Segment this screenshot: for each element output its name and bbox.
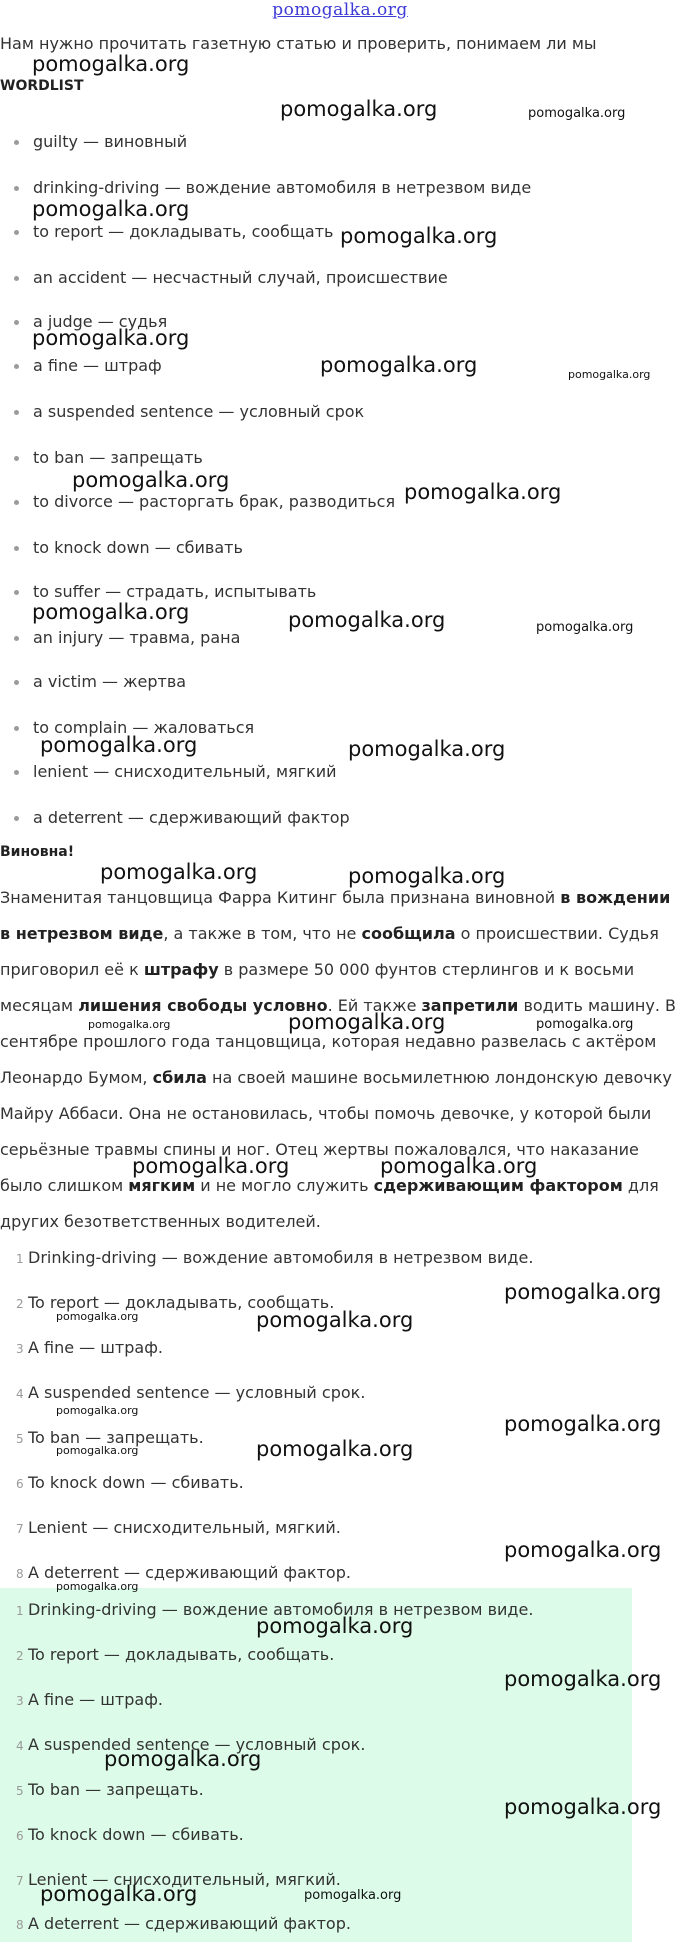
bullet-icon: [14, 140, 19, 145]
watermark-text: pomogalka.org: [304, 1888, 402, 1903]
wordlist-item: [14, 268, 448, 287]
answer-number: 4: [16, 1739, 24, 1753]
wordlist-item: [14, 538, 243, 557]
bullet-icon: [14, 186, 19, 191]
intro-text: Нам нужно прочитать газетную статью и проверить, понимаем ли мы: [0, 34, 597, 53]
bullet-icon: [14, 636, 19, 641]
wordlist-item-text: to suffer — страдать, испытывать: [33, 582, 317, 601]
answer-text: A suspended sentence — условный срок.: [28, 1383, 366, 1402]
wordlist-item-text: an accident — несчастный случай, происшествие: [33, 268, 448, 287]
wordlist-item-text: a fine — штраф: [33, 356, 162, 375]
story-keyword: запретили: [421, 996, 519, 1015]
watermark-text: pomogalka.org: [504, 1538, 662, 1562]
wordlist-item: [14, 356, 162, 375]
story-keyword: сообщила: [361, 924, 456, 943]
answer-text: To knock down — сбивать.: [28, 1473, 244, 1492]
story-keyword: сдерживающим фактором: [373, 1176, 623, 1195]
story-keyword: лишения свободы условно: [78, 996, 328, 1015]
wordlist-item: [14, 402, 364, 421]
answer-text: Drinking-driving — вождение автомобиля в нетрезвом виде.: [28, 1600, 534, 1619]
watermark-text: pomogalka.org: [404, 480, 562, 504]
watermark-text: pomogalka.org: [72, 468, 230, 492]
answer-number: 1: [16, 1252, 24, 1266]
answer-text: To report — докладывать, сообщать.: [28, 1645, 335, 1664]
story-fragment: на своей машине восьмилетнюю лондонскую девочку Майру Аббаси. Она не остановилась, чтобы помочь девочке, у которой были серьёзные травмы спины и ног. Отец жертвы пожаловался, что наказание было слишком: [0, 1068, 672, 1195]
watermark-text: pomogalka.org: [40, 733, 198, 757]
answer-item: [0, 1690, 163, 1709]
bullet-icon: [14, 410, 19, 415]
watermark-text: pomogalka.org: [288, 1010, 446, 1034]
story-fragment: о происшествии. Судья приговорил её к: [0, 924, 659, 979]
watermark-text: pomogalka.org: [536, 620, 634, 635]
watermark-text: pomogalka.org: [504, 1412, 662, 1436]
wordlist-item-text: a judge — судья: [33, 312, 168, 331]
watermark-text: pomogalka.org: [568, 368, 651, 381]
watermark-text: pomogalka.org: [32, 326, 190, 350]
wordlist-item: [14, 762, 337, 781]
answer-item: [0, 1383, 365, 1402]
answer-text: A fine — штраф.: [28, 1690, 163, 1709]
wordlist-item-text: to ban — запрещать: [33, 448, 203, 467]
watermark-text: pomogalka.org: [528, 106, 626, 121]
story-text: [0, 880, 680, 1240]
bullet-icon: [14, 770, 19, 775]
wordlist-item-text: a suspended sentence — условный срок: [33, 402, 365, 421]
answer-text: A deterrent — сдерживающий фактор.: [28, 1563, 351, 1582]
watermark-text: pomogalka.org: [380, 1154, 538, 1178]
answer-number: 4: [16, 1387, 24, 1401]
watermark-text: pomogalka.org: [132, 1154, 290, 1178]
wordlist-item: [14, 132, 187, 151]
answer-number: 6: [16, 1829, 24, 1843]
wordlist-item: [14, 492, 395, 511]
bullet-icon: [14, 816, 19, 821]
watermark-text: pomogalka.org: [256, 1614, 414, 1638]
watermark-text: pomogalka.org: [280, 97, 438, 121]
answer-number: 7: [16, 1522, 24, 1536]
answer-text: To ban — запрещать.: [28, 1780, 204, 1799]
answer-text: A suspended sentence — условный срок.: [28, 1735, 366, 1754]
watermark-text: pomogalka.org: [56, 1404, 139, 1417]
watermark-text: pomogalka.org: [320, 353, 478, 377]
watermark-text: pomogalka.org: [56, 1580, 139, 1593]
answer-text: Lenient — снисходительный, мягкий.: [28, 1870, 341, 1889]
bullet-icon: [14, 546, 19, 551]
answer-text: To report — докладывать, сообщать.: [28, 1293, 335, 1312]
watermark-text: pomogalka.org: [340, 224, 498, 248]
wordlist-item: [14, 628, 240, 647]
answer-item: [0, 1780, 204, 1799]
answer-item: [0, 1473, 244, 1492]
answer-text: Lenient — снисходительный, мягкий.: [28, 1518, 341, 1537]
watermark-text: pomogalka.org: [536, 1017, 634, 1032]
bullet-icon: [14, 500, 19, 505]
watermark-text: pomogalka.org: [256, 1437, 414, 1461]
wordlist-item-text: to divorce — расторгать брак, разводиться: [33, 492, 396, 511]
answer-number: 3: [16, 1694, 24, 1708]
bullet-icon: [14, 230, 19, 235]
answer-number: 8: [16, 1567, 24, 1581]
watermark-text: pomogalka.org: [32, 197, 190, 221]
watermark-text: pomogalka.org: [88, 1018, 171, 1031]
answer-text: A fine — штраф.: [28, 1338, 163, 1357]
answer-item: [0, 1914, 351, 1933]
wordlist-item-text: a deterrent — сдерживающий фактор: [33, 808, 350, 827]
answer-text: To ban — запрещать.: [28, 1428, 204, 1447]
answer-number: 2: [16, 1649, 24, 1663]
story-fragment: водить машину. В сентябре прошлого года танцовщица, которая недавно развелась с актёром Леонардо Бумом,: [0, 996, 676, 1087]
bullet-icon: [14, 680, 19, 685]
story-keyword: сбила: [152, 1068, 207, 1087]
wordlist-item-text: an injury — травма, рана: [33, 628, 241, 647]
bullet-icon: [14, 276, 19, 281]
wordlist-item-text: lenient — снисходительный, мягкий: [33, 762, 337, 781]
answer-item: [0, 1518, 341, 1537]
wordlist-item: [14, 178, 531, 197]
answer-text: To knock down — сбивать.: [28, 1825, 244, 1844]
answer-item: [0, 1338, 163, 1357]
watermark-text: pomogalka.org: [504, 1795, 662, 1819]
story-keyword: мягким: [128, 1176, 196, 1195]
bullet-icon: [14, 320, 19, 325]
answer-number: 5: [16, 1784, 24, 1798]
bullet-icon: [14, 456, 19, 461]
wordlist-item-text: to report — докладывать, сообщать: [33, 222, 334, 241]
answer-number: 3: [16, 1342, 24, 1356]
story-fragment: Знаменитая танцовщица Фарра Китинг была признана виновной: [0, 888, 561, 907]
wordlist-item: [14, 672, 186, 691]
watermark-text: pomogalka.org: [40, 1882, 198, 1906]
answer-number: 2: [16, 1297, 24, 1311]
bullet-icon: [14, 726, 19, 731]
wordlist-item: [14, 582, 316, 601]
answer-number: 1: [16, 1604, 24, 1618]
wordlist-item: [14, 808, 350, 827]
watermark-text: pomogalka.org: [504, 1667, 662, 1691]
answer-item: [0, 1645, 334, 1664]
answer-number: 8: [16, 1918, 24, 1932]
wordlist-item-text: drinking-driving — вождение автомобиля в нетрезвом виде: [33, 178, 532, 197]
wordlist-item-text: a victim — жертва: [33, 672, 187, 691]
bullet-icon: [14, 364, 19, 369]
story-fragment: и не могло служить: [195, 1176, 374, 1195]
wordlist-item: [14, 448, 203, 467]
story-title: Виновна!: [0, 844, 75, 860]
site-logo[interactable]: pomogalka.org: [272, 0, 408, 20]
story-fragment: , а также в том, что не: [163, 924, 362, 943]
watermark-text: pomogalka.org: [100, 860, 258, 884]
watermark-text: pomogalka.org: [348, 737, 506, 761]
story-fragment: для других безответственных водителей.: [0, 1176, 659, 1231]
watermark-text: pomogalka.org: [32, 600, 190, 624]
wordlist-item: [14, 222, 333, 241]
watermark-text: pomogalka.org: [256, 1308, 414, 1332]
answer-item: [0, 1563, 351, 1582]
wordlist-item-text: to complain — жаловаться: [33, 718, 255, 737]
watermark-text: pomogalka.org: [348, 864, 506, 888]
story-fragment: в размере 50 000 фунтов стерлингов и к восьми месяцам: [0, 960, 635, 1015]
story-fragment: . Ей также: [327, 996, 422, 1015]
wordlist-title: WORDLIST: [0, 78, 84, 94]
watermark-text: pomogalka.org: [56, 1444, 139, 1457]
answer-number: 5: [16, 1432, 24, 1446]
wordlist-item-text: guilty — виновный: [33, 132, 188, 151]
watermark-text: pomogalka.org: [104, 1747, 262, 1771]
answer-text: Drinking-driving — вождение автомобиля в нетрезвом виде.: [28, 1248, 534, 1267]
watermark-text: pomogalka.org: [56, 1310, 139, 1323]
answer-item: [0, 1248, 533, 1267]
answer-number: 7: [16, 1874, 24, 1888]
answer-text: A deterrent — сдерживающий фактор.: [28, 1914, 351, 1933]
watermark-text: pomogalka.org: [504, 1280, 662, 1304]
wordlist-item-text: to knock down — сбивать: [33, 538, 243, 557]
story-keyword: в вождении в нетрезвом виде: [0, 888, 671, 943]
watermark-text: pomogalka.org: [288, 608, 446, 632]
story-keyword: штрафу: [143, 960, 219, 979]
watermark-text: pomogalka.org: [32, 52, 190, 76]
answer-number: 6: [16, 1477, 24, 1491]
bullet-icon: [14, 590, 19, 595]
answer-item: [0, 1825, 244, 1844]
